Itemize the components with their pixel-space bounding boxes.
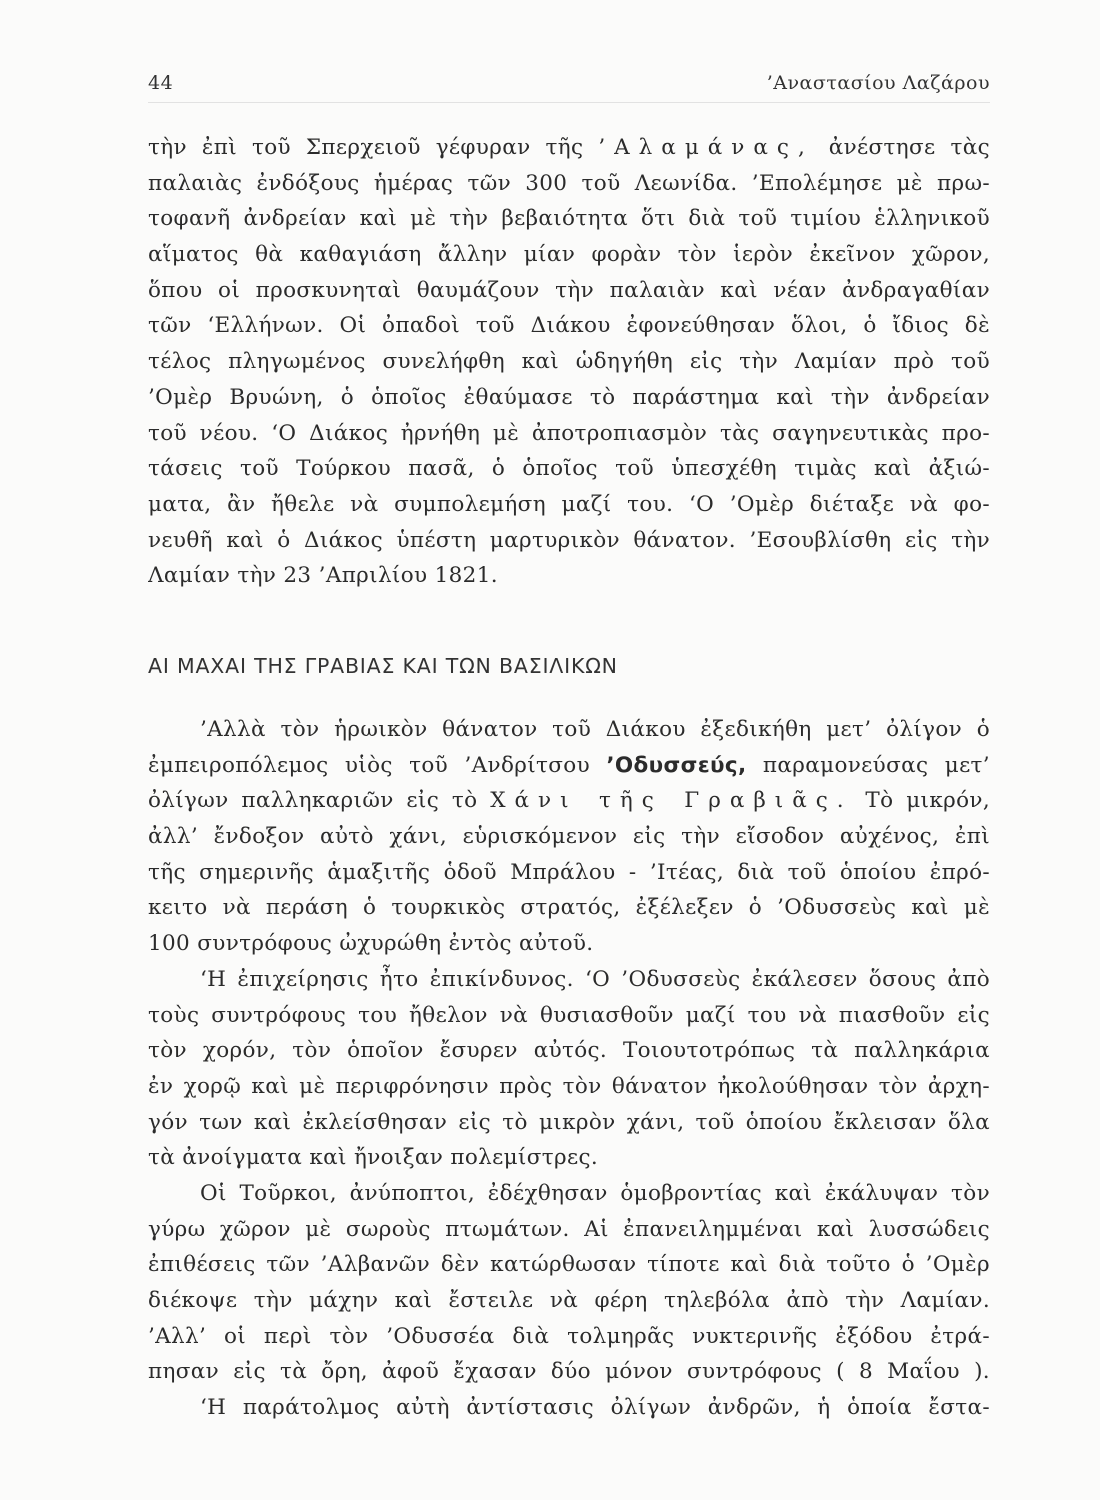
running-title-author: ’Αναστασίου Λαζάρου — [766, 72, 990, 94]
spaced-place-name: Χάνι τῆς Γραβιᾶς. — [490, 788, 853, 814]
text-line: ’Αλλὰ τὸν ἡρωικὸν θάνατον τοῦ Διάκου ἐξεδικήθη μετ’ ὀλίγον ὁ — [200, 717, 990, 742]
text-line: τοφανῆ ἀνδρείαν καὶ μὲ τὴν βεβαιότητα ὅτι διὰ τοῦ τιμίου ἑλληνικοῦ — [148, 206, 990, 232]
text-line: γύρω χῶρον μὲ σωροὺς πτωμάτων. Αἱ ἐπανειλημμέναι καὶ λυσσώδεις — [148, 1216, 990, 1242]
section-heading: ΑΙ ΜΑΧΑΙ ΤΗΣ ΓΡΑΒΙΑΣ ΚΑΙ ΤΩΝ ΒΑΣΙΛΙΚΩΝ — [148, 654, 618, 678]
page-number: 44 — [148, 72, 174, 94]
text-line: ἐν χορῷ καὶ μὲ περιφρόνησιν πρὸς τὸν θάνατον ἠκολούθησαν τὸν ἀρχη- — [148, 1073, 990, 1099]
spaced-place-name: ’Αλαμάνας, — [598, 135, 814, 160]
text-line: πησαν εἰς τὰ ὄρη, ἀφοῦ ἔχασαν δύο μόνον συντρόφους ( 8 Μαΐου ). — [148, 1359, 990, 1385]
bold-name-odysseus: ’Οδυσσεύς, — [606, 752, 747, 778]
text-line: 100 συντρόφους ὠχυρώθη ἐντὸς αὐτοῦ. — [148, 931, 594, 957]
text-line: τέλος πληγωμένος συνελήφθη καὶ ὡδηγήθη εἰς τὴν Λαμίαν πρὸ τοῦ — [148, 349, 990, 375]
text-line: ματα, ἂν ἤθελε νὰ συμπολεμήση μαζί του. ‘Ο ’Ομὲρ διέταξε νὰ φο- — [148, 491, 990, 517]
text-line: ἐπιθέσεις τῶν ’Αλβανῶν δὲν κατώρθωσαν τίποτε καὶ διὰ τοῦτο ὁ ’Ομὲρ — [148, 1252, 990, 1278]
text-line: τὰ ἀνοίγματα καὶ ἤνοιξαν πολεμίστρες. — [148, 1145, 599, 1171]
text-line: τῆς σημερινῆς ἁμαξιτῆς ὁδοῦ Μπράλου - ’Ιτέας, διὰ τοῦ ὁποίου ἐπρό- — [148, 859, 990, 885]
paragraph-diakos — [148, 130, 990, 594]
text-line: αἵματος θὰ καθαγιάση ἄλλην μίαν φορὰν τὸν ἱερὸν ἐκεῖνον χῶρον, — [148, 242, 990, 268]
text-line: νευθῆ καὶ ὁ Διάκος ὑπέστη μαρτυρικὸν θάνατον. ’Εσουβλίσθη εἰς τὴν — [148, 527, 990, 553]
text-line: παλαιὰς ἐνδόξους ἡμέρας τῶν 300 τοῦ Λεωνίδα. ’Επολέμησε μὲ πρω- — [148, 170, 990, 196]
text-line: ἐμπειροπόλεμος υἱὸς τοῦ ’Ανδρίτσου ’Οδυσσεύς, παραμονεύσας μετ’ — [148, 752, 990, 778]
text-line: ‘Η ἐπιχείρησις ἦτο ἐπικίνδυνος. ‘Ο ’Οδυσσεὺς ἐκάλεσεν ὅσους ἀπὸ — [200, 966, 990, 992]
paragraph-gravia — [148, 712, 990, 1426]
text-line: τάσεις τοῦ Τούρκου πασᾶ, ὁ ὁποῖος τοῦ ὑπεσχέθη τιμὰς καὶ ἀξιώ- — [148, 456, 990, 482]
text-line: τὸν χορόν, τὸν ὁποῖον ἔσυρεν αὐτός. Τοιουτοτρόπως τὰ παλληκάρια — [148, 1038, 990, 1064]
text-line: κειτο νὰ περάση ὁ τουρκικὸς στρατός, ἐξέλεξεν ὁ ’Οδυσσεὺς καὶ μὲ — [148, 895, 990, 921]
text-line: Οἱ Τοῦρκοι, ἀνύποπτοι, ἐδέχθησαν ὁμοβροντίας καὶ ἐκάλυψαν τὸν — [200, 1180, 990, 1206]
text-line: ὀλίγων παλληκαριῶν εἰς τὸ Χάνι τῆς Γραβιᾶς. Τὸ μικρόν, — [148, 788, 990, 814]
header-divider — [148, 102, 990, 103]
text-line: γόν των καὶ ἐκλείσθησαν εἰς τὸ μικρὸν χάνι, τοῦ ὁποίου ἔκλεισαν ὅλα — [148, 1109, 990, 1135]
text-line: ὅπου οἱ προσκυνηταὶ θαυμάζουν τὴν παλαιὰν καὶ νέαν ἀνδραγαθίαν — [148, 277, 990, 303]
text-line: διέκοψε τὴν μάχην καὶ ἔστειλε νὰ φέρη τηλεβόλα ἀπὸ τὴν Λαμίαν. — [148, 1288, 990, 1313]
text-line: ’Αλλ’ οἱ περὶ τὸν ’Οδυσσέα διὰ τολμηρᾶς νυκτερινῆς ἐξόδου ἐτρά- — [148, 1323, 990, 1349]
text-line: τοῦ νέου. ‘Ο Διάκος ἠρνήθη μὲ ἀποτροπιασμὸν τὰς σαγηνευτικὰς προ- — [148, 420, 990, 446]
text-line: ἀλλ’ ἔνδοξον αὐτὸ χάνι, εὑρισκόμενον εἰς τὴν εἴσοδον αὐχένος, ἐπὶ — [148, 824, 990, 850]
text-line: ’Ομὲρ Βρυώνη, ὁ ὁποῖος ἐθαύμασε τὸ παράστημα καὶ τὴν ἀνδρείαν — [148, 384, 990, 410]
text-line: ‘Η παράτολμος αὐτὴ ἀντίστασις ὀλίγων ἀνδρῶν, ἡ ὁποία ἔστα- — [200, 1395, 990, 1421]
text-line: τοὺς συντρόφους του ἤθελον νὰ θυσιασθοῦν μαζί του νὰ πιασθοῦν εἰς — [148, 1002, 990, 1028]
text-line: τὴν ἐπὶ τοῦ Σπερχειοῦ γέφυραν τῆς ’Αλαμάνας, ἀνέστησε τὰς — [148, 135, 990, 160]
text-line: Λαμίαν τὴν 23 ’Απριλίου 1821. — [148, 563, 498, 589]
running-header — [148, 70, 990, 102]
text-line: τῶν ‘Ελλήνων. Οἱ ὀπαδοὶ τοῦ Διάκου ἐφονεύθησαν ὅλοι, ὁ ἴδιος δὲ — [148, 313, 990, 339]
